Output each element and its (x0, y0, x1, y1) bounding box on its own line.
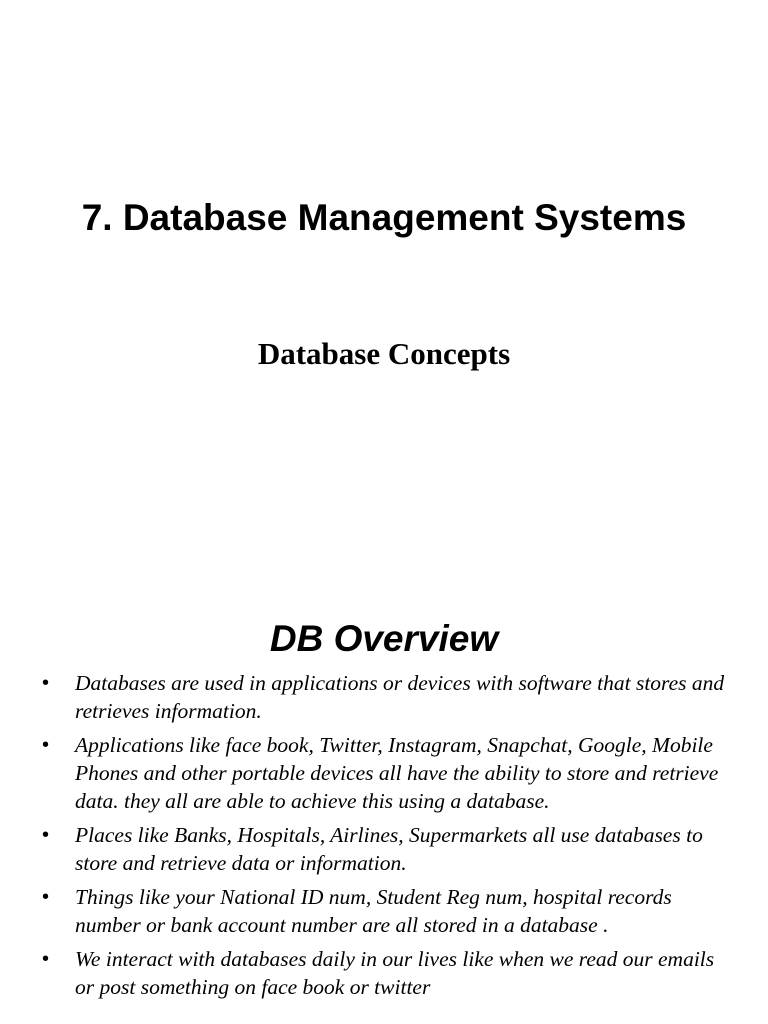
bullet-icon: • (42, 824, 50, 846)
bullet-text: Databases are used in applications or devices with software that stores and retrieves information. (75, 671, 725, 723)
bullet-icon: • (42, 734, 50, 756)
slide-title: 7. Database Management Systems (81, 197, 687, 238)
bullet-icon: • (42, 672, 50, 694)
bullet-item (40, 821, 730, 877)
bullet-icon: • (42, 886, 50, 908)
bullet-item (40, 731, 730, 815)
slide-subtitle: Database Concepts (257, 336, 511, 371)
bullet-text: Places like Banks, Hospitals, Airlines, Supermarkets all use databases to store and retrieve data or information. (75, 823, 703, 875)
bullet-icon: • (42, 948, 50, 970)
bullet-item (40, 669, 730, 725)
overview-slide (0, 576, 768, 1024)
bullet-list (40, 669, 730, 1007)
overview-title: DB Overview (269, 618, 499, 659)
bullet-item (40, 945, 730, 1001)
bullet-text: Things like your National ID num, Student Reg num, hospital records number or bank account number are all stored in a database . (75, 885, 672, 937)
bullet-text: Applications like face book, Twitter, Instagram, Snapchat, Google, Mobile Phones and other portable devices all have the ability to store and retrieve data. they all are able to achieve this using a database. (75, 733, 719, 813)
bullet-item (40, 883, 730, 939)
bullet-text: We interact with databases daily in our lives like when we read our emails or post something on face book or twitter (75, 947, 715, 999)
